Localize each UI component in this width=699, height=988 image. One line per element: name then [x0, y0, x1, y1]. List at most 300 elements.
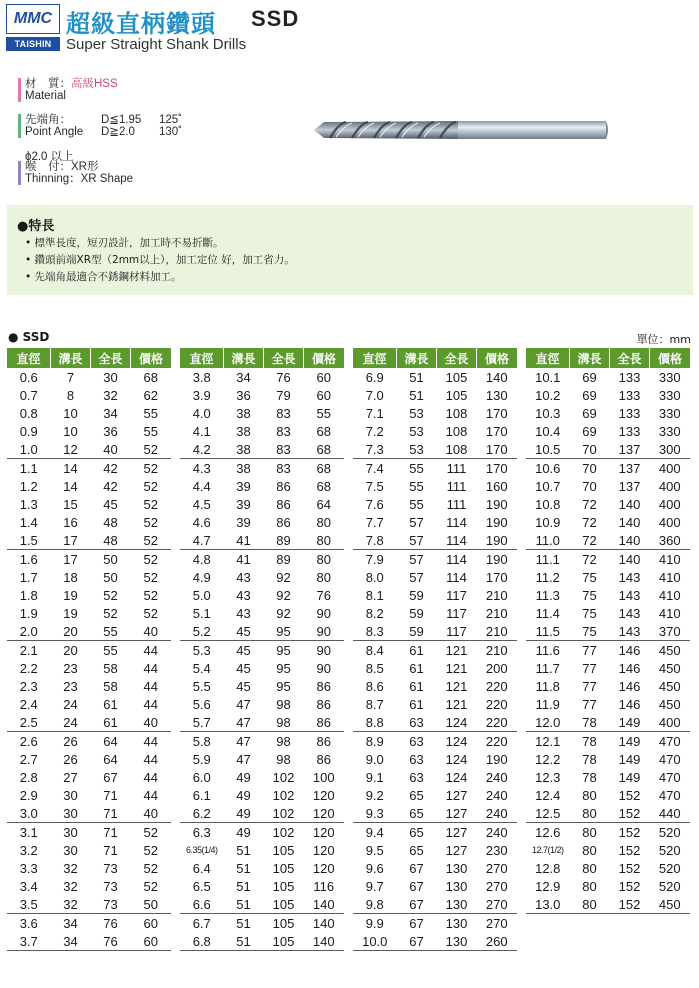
- table-cell: 102: [272, 805, 295, 821]
- table-cell: 69: [582, 423, 597, 439]
- table-cell: 34: [51, 932, 91, 951]
- table-cell: 127: [445, 805, 468, 821]
- table-row: [180, 622, 344, 641]
- table-cell: 86: [316, 678, 331, 694]
- table-row: [526, 568, 690, 586]
- table-cell: 7.8: [365, 532, 384, 548]
- table-cell: 44: [143, 769, 158, 785]
- table-cell: 80: [570, 823, 610, 842]
- table-cell: 65: [409, 787, 424, 803]
- table-row: [180, 786, 344, 804]
- table-cell: 86: [316, 696, 331, 712]
- table-cell: 140: [485, 369, 508, 385]
- table-cell: 26: [51, 732, 91, 751]
- table-row: [353, 622, 517, 641]
- table-cell: 75: [582, 623, 597, 639]
- table-cell: 5.7: [192, 714, 211, 730]
- table-cell: 39: [236, 478, 251, 494]
- table-cell: 152: [618, 787, 641, 803]
- feature-item: • 標準長度，短刃設計，加工時不易折斷。: [25, 235, 295, 252]
- table-cell: 270: [485, 860, 508, 876]
- table-cell: 520: [658, 860, 681, 876]
- table-cell: 7.2: [365, 423, 384, 439]
- table-cell: 190: [485, 514, 508, 530]
- table-row: [180, 513, 344, 531]
- table-cell: 41: [236, 532, 251, 548]
- table-row: [353, 713, 517, 732]
- table-cell: 67: [397, 932, 437, 951]
- table-cell: 27: [63, 769, 78, 785]
- table-cell: 89: [264, 550, 304, 569]
- table-row: [7, 768, 171, 786]
- table-cell: 78: [582, 714, 597, 730]
- table-cell: 68: [316, 423, 331, 439]
- table-cell: 51: [236, 842, 251, 858]
- table-cell: 170: [477, 459, 518, 478]
- table-cell: 11.7: [535, 660, 560, 676]
- table-cell: 40: [143, 714, 158, 730]
- table-cell: 146: [618, 678, 641, 694]
- table-row: [180, 732, 344, 751]
- table-cell: 7.1: [365, 405, 384, 421]
- table-cell: 124: [445, 714, 468, 730]
- table-cell: 83: [276, 405, 291, 421]
- table-row: [180, 804, 344, 823]
- table-cell: 149: [610, 732, 650, 751]
- table-cell: 30: [103, 369, 118, 385]
- table-cell: 95: [276, 678, 291, 694]
- table-cell: 11.1: [526, 550, 570, 569]
- table-cell: 5.3: [180, 641, 224, 660]
- table-cell: 8.2: [365, 605, 384, 621]
- table-cell: 102: [272, 787, 295, 803]
- table-cell: 14: [63, 478, 78, 494]
- table-cell: 108: [445, 405, 468, 421]
- table-cell: 470: [658, 787, 681, 803]
- table-cell: 73: [103, 896, 118, 912]
- table-row: [526, 404, 690, 422]
- table-cell: 73: [103, 878, 118, 894]
- table-cell: 146: [610, 641, 650, 660]
- table-cell: 4.9: [192, 569, 211, 585]
- table-cell: 11.6: [526, 641, 570, 660]
- table-cell: 9.5: [365, 842, 384, 858]
- table-row: [7, 641, 171, 660]
- table-cell: 1.3: [19, 496, 38, 512]
- table-cell: 59: [409, 605, 424, 621]
- table-cell: 78: [570, 732, 610, 751]
- table-cell: 90: [316, 623, 331, 639]
- table-cell: 146: [618, 696, 641, 712]
- table-cell: 8.0: [365, 569, 384, 585]
- table-cell: 34: [236, 369, 251, 385]
- table-row: [526, 768, 690, 786]
- table-cell: 36: [103, 423, 118, 439]
- table-row: [7, 477, 171, 495]
- table-cell: 8.9: [353, 732, 397, 751]
- table-cell: 7.5: [365, 478, 384, 494]
- table-cell: 80: [316, 532, 331, 548]
- table-cell: 330: [658, 423, 681, 439]
- table-row: [526, 895, 690, 914]
- table-cell: 55: [91, 641, 131, 660]
- column-header: 價格: [304, 348, 345, 368]
- table-cell: 130: [445, 860, 468, 876]
- table-cell: 16: [63, 514, 78, 530]
- table-cell: 30: [63, 842, 78, 858]
- table-cell: 120: [304, 823, 345, 842]
- table-cell: 51: [409, 387, 424, 403]
- table-cell: 72: [582, 514, 597, 530]
- table-cell: 12.3: [535, 769, 561, 785]
- table-row: [526, 622, 690, 641]
- table-cell: 72: [582, 496, 597, 512]
- table-cell: 10.4: [535, 423, 561, 439]
- table-cell: 1.6: [7, 550, 51, 569]
- table-row: [180, 531, 344, 550]
- table-cell: 13.0: [526, 895, 570, 914]
- table-cell: 40: [143, 623, 158, 639]
- table-cell: 6.7: [180, 914, 224, 933]
- table-row: [526, 659, 690, 677]
- table-cell: 105: [272, 860, 295, 876]
- table-cell: 12.4: [535, 787, 561, 803]
- table-cell: 9.4: [353, 823, 397, 842]
- table-cell: 43: [236, 569, 251, 585]
- table-cell: 20: [63, 623, 78, 639]
- table-cell: 137: [618, 441, 641, 457]
- table-cell: 83: [276, 441, 291, 457]
- table-cell: 10.9: [535, 514, 561, 530]
- table-cell: 10: [63, 423, 78, 439]
- table-cell: 51: [224, 932, 264, 951]
- angle-value-1: 125˚: [159, 114, 183, 126]
- table-row: [526, 732, 690, 751]
- table-row: [180, 604, 344, 622]
- table-cell: 48: [103, 514, 118, 530]
- table-cell: 76: [316, 587, 331, 603]
- table-cell: 49: [236, 769, 251, 785]
- column-header: 溝長: [397, 348, 437, 368]
- table-cell: 108: [445, 441, 468, 457]
- table-cell: 75: [582, 569, 597, 585]
- table-section-title: ● SSD: [8, 330, 50, 344]
- table-row: [7, 823, 171, 842]
- table-cell: 80: [582, 842, 597, 858]
- table-cell: 36: [236, 387, 251, 403]
- table-cell: 120: [312, 787, 335, 803]
- table-row: [7, 877, 171, 895]
- table-row: [526, 695, 690, 713]
- table-row: [353, 477, 517, 495]
- table-cell: 8.3: [365, 623, 384, 639]
- table-row: [180, 877, 344, 895]
- table-cell: 63: [409, 769, 424, 785]
- table-cell: 0.8: [19, 405, 38, 421]
- table-row: [526, 477, 690, 495]
- table-cell: 60: [131, 932, 172, 951]
- table-row: [526, 368, 690, 386]
- table-cell: 10.1: [535, 369, 561, 385]
- table-cell: 44: [143, 660, 158, 676]
- table-cell: 19: [63, 587, 78, 603]
- table-row: [7, 604, 171, 622]
- table-cell: 6.2: [192, 805, 211, 821]
- table-cell: 12.1: [526, 732, 570, 751]
- table-cell: 410: [650, 550, 691, 569]
- table-cell: 34: [51, 914, 91, 933]
- table-cell: 121: [445, 696, 468, 712]
- table-cell: 270: [477, 914, 518, 933]
- table-row: [7, 841, 171, 859]
- angle-cond-2: D≧2.0: [101, 126, 135, 138]
- table-cell: 98: [276, 696, 291, 712]
- table-cell: 12.2: [535, 751, 561, 767]
- table-cell: 19: [63, 605, 78, 621]
- features-panel: [7, 205, 693, 295]
- table-cell: 76: [91, 914, 131, 933]
- table-cell: 67: [103, 769, 118, 785]
- table-cell: 69: [582, 405, 597, 421]
- table-cell: 47: [236, 751, 251, 767]
- table-cell: 24: [63, 714, 78, 730]
- table-cell: 210: [485, 587, 508, 603]
- table-cell: 14: [51, 459, 91, 478]
- table-row: [7, 932, 171, 951]
- table-cell: 45: [236, 678, 251, 694]
- feature-item: • 先端角最適合不銹鋼材料加工。: [25, 269, 295, 286]
- table-cell: 50: [91, 550, 131, 569]
- thinning-label-en: Thinning：XR Shape: [25, 173, 134, 185]
- table-cell: 10.7: [535, 478, 561, 494]
- table-cell: 3.1: [7, 823, 51, 842]
- table-cell: 52: [143, 587, 158, 603]
- table-cell: 450: [650, 895, 691, 914]
- table-cell: 170: [485, 423, 508, 439]
- table-cell: 130: [445, 896, 468, 912]
- table-cell: 143: [618, 605, 641, 621]
- table-row: [526, 750, 690, 768]
- table-cell: 71: [103, 787, 118, 803]
- column-header: 溝長: [51, 348, 91, 368]
- table-cell: 52: [143, 514, 158, 530]
- table-cell: 90: [316, 660, 331, 676]
- table-cell: 152: [618, 842, 641, 858]
- table-cell: 58: [103, 678, 118, 694]
- table-cell: 1.2: [19, 478, 38, 494]
- table-cell: 12: [63, 441, 78, 457]
- table-cell: 9.8: [365, 896, 384, 912]
- table-row: [526, 859, 690, 877]
- table-row: [7, 513, 171, 531]
- table-cell: 42: [103, 478, 118, 494]
- table-row: [526, 459, 690, 478]
- table-cell: 43: [236, 587, 251, 603]
- table-cell: 75: [582, 587, 597, 603]
- table-cell: 12.0: [535, 714, 561, 730]
- table-cell: 440: [658, 805, 681, 821]
- table-cell: 69: [582, 387, 597, 403]
- table-cell: 47: [236, 696, 251, 712]
- table-cell: 133: [618, 405, 641, 421]
- table-cell: 1.4: [19, 514, 38, 530]
- table-cell: 140: [610, 550, 650, 569]
- table-cell: 55: [409, 478, 424, 494]
- table-cell: 5.4: [192, 660, 211, 676]
- table-row: [353, 386, 517, 404]
- table-row: [7, 732, 171, 751]
- table-cell: 61: [103, 714, 118, 730]
- table-row: [180, 550, 344, 569]
- table-row: [7, 422, 171, 440]
- table-row: [353, 531, 517, 550]
- spec-table-2: [180, 348, 344, 951]
- table-cell: 72: [582, 532, 597, 548]
- table-row: [7, 586, 171, 604]
- table-cell: 300: [658, 441, 681, 457]
- angle-label-en: Point Angle: [25, 126, 84, 138]
- table-cell: 51: [236, 878, 251, 894]
- table-cell: 90: [304, 641, 345, 660]
- table-cell: 1.8: [19, 587, 38, 603]
- table-cell: 3.6: [7, 914, 51, 933]
- table-cell: 77: [582, 660, 597, 676]
- table-cell: 6.3: [180, 823, 224, 842]
- table-cell: 140: [618, 496, 641, 512]
- table-cell: 12.7(1/2): [531, 845, 564, 855]
- table-cell: 9.9: [353, 914, 397, 933]
- table-cell: 133: [618, 369, 641, 385]
- table-cell: 10.5: [535, 441, 561, 457]
- table-cell: 470: [650, 732, 691, 751]
- table-cell: 7.9: [353, 550, 397, 569]
- table-row: [180, 695, 344, 713]
- table-header-row: [353, 348, 517, 368]
- table-cell: 53: [409, 423, 424, 439]
- table-cell: 260: [477, 932, 518, 951]
- table-cell: 43: [236, 605, 251, 621]
- table-cell: 130: [485, 387, 508, 403]
- table-cell: 55: [409, 496, 424, 512]
- table-cell: 143: [618, 587, 641, 603]
- table-cell: 5.2: [192, 623, 211, 639]
- table-cell: 117: [446, 587, 467, 603]
- column-header: 全長: [610, 348, 650, 368]
- table-cell: 2.1: [7, 641, 51, 660]
- table-cell: 47: [236, 714, 251, 730]
- table-cell: 95: [264, 641, 304, 660]
- table-cell: 152: [618, 878, 641, 894]
- table-cell: 8.1: [365, 587, 384, 603]
- table-cell: 117: [446, 623, 467, 639]
- table-cell: 410: [658, 605, 681, 621]
- table-cell: 63: [397, 732, 437, 751]
- table-cell: 71: [103, 805, 118, 821]
- table-cell: 200: [485, 660, 508, 676]
- table-cell: 44: [143, 751, 158, 767]
- table-cell: 52: [143, 842, 158, 858]
- column-header: 直徑: [180, 348, 224, 368]
- unit-label: 單位：mm: [636, 333, 691, 346]
- table-cell: 86: [276, 496, 291, 512]
- table-cell: 32: [63, 896, 78, 912]
- table-row: [180, 677, 344, 695]
- column-header: 直徑: [353, 348, 397, 368]
- table-cell: 2.4: [19, 696, 38, 712]
- table-cell: 108: [445, 423, 468, 439]
- table-cell: 98: [276, 751, 291, 767]
- table-cell: 45: [236, 623, 251, 639]
- table-cell: 11.8: [535, 678, 560, 694]
- thinning-label-zh: 喉 付：XR形: [25, 161, 99, 173]
- table-row: [526, 823, 690, 842]
- table-cell: 190: [485, 496, 508, 512]
- table-cell: 11.2: [535, 569, 560, 585]
- table-row: [7, 531, 171, 550]
- table-cell: 92: [276, 605, 291, 621]
- table-cell: 120: [312, 842, 335, 858]
- table-row: [7, 804, 171, 823]
- table-row: [353, 513, 517, 531]
- material-label-zh: 材 質：: [25, 78, 71, 90]
- angle-label-zh: 先端角：: [25, 114, 71, 126]
- table-cell: 105: [264, 914, 304, 933]
- table-cell: 71: [103, 842, 118, 858]
- table-cell: 4.6: [192, 514, 211, 530]
- table-cell: 120: [312, 860, 335, 876]
- table-cell: 100: [312, 769, 335, 785]
- table-row: [353, 932, 517, 951]
- table-cell: 105: [272, 842, 295, 858]
- table-cell: 40: [143, 805, 158, 821]
- table-cell: 12.8: [535, 860, 561, 876]
- table-cell: 67: [397, 914, 437, 933]
- table-cell: 50: [103, 569, 118, 585]
- table-cell: 80: [570, 895, 610, 914]
- table-cell: 116: [313, 878, 335, 894]
- table-cell: 146: [618, 660, 641, 676]
- spec-table-1: [7, 348, 171, 951]
- column-header: 價格: [477, 348, 518, 368]
- table-cell: 8.7: [365, 696, 384, 712]
- table-cell: 58: [103, 660, 118, 676]
- table-cell: 140: [618, 532, 641, 548]
- table-row: [353, 641, 517, 660]
- table-cell: 1.9: [19, 605, 38, 621]
- table-cell: 4.7: [192, 532, 211, 548]
- table-row: [353, 895, 517, 914]
- table-cell: 0.6: [19, 369, 38, 385]
- table-row: [180, 495, 344, 513]
- table-cell: 149: [618, 714, 641, 730]
- table-cell: 8.8: [365, 714, 384, 730]
- table-cell: 240: [485, 769, 508, 785]
- table-cell: 117: [446, 605, 467, 621]
- table-row: [353, 404, 517, 422]
- table-cell: 360: [658, 532, 681, 548]
- table-cell: 220: [485, 678, 508, 694]
- table-row: [7, 859, 171, 877]
- table-cell: 160: [485, 478, 508, 494]
- table-cell: 6.8: [180, 932, 224, 951]
- table-cell: 11.3: [535, 587, 560, 603]
- table-cell: 220: [477, 732, 518, 751]
- table-cell: 83: [264, 459, 304, 478]
- table-cell: 75: [582, 605, 597, 621]
- table-cell: 3.8: [192, 369, 211, 385]
- table-cell: 270: [485, 896, 508, 912]
- table-cell: 170: [485, 569, 508, 585]
